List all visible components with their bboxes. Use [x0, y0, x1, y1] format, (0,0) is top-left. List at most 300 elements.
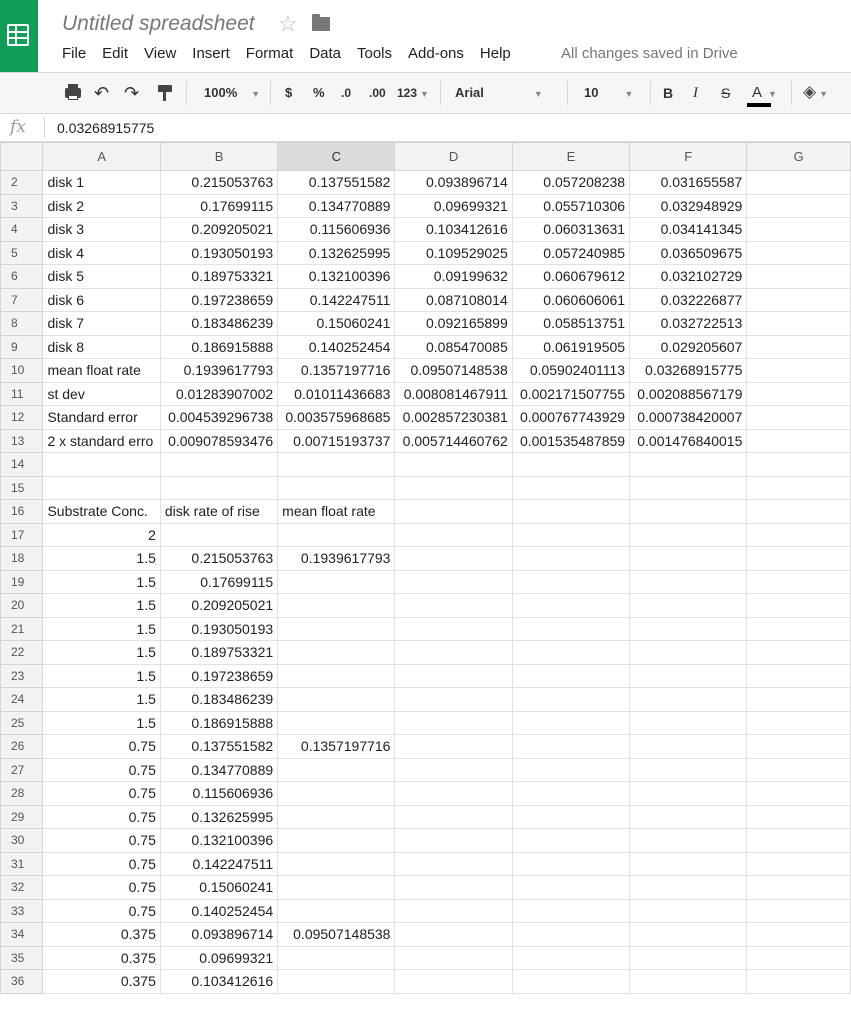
cell-g[interactable]	[747, 782, 851, 806]
cell-c[interactable]	[278, 476, 395, 500]
cell-b[interactable]: 0.142247511	[160, 852, 277, 876]
cell-e[interactable]	[512, 500, 629, 524]
row-header[interactable]: 20	[1, 594, 43, 618]
cell-g[interactable]	[747, 312, 851, 336]
menu-edit[interactable]: Edit	[102, 45, 129, 62]
zoom-select[interactable]: 100% ▼	[204, 85, 261, 100]
cell-g[interactable]	[747, 758, 851, 782]
cell-e[interactable]	[512, 805, 629, 829]
cell-d[interactable]: 0.09507148538	[395, 359, 512, 383]
cell-f[interactable]: 0.002088567179	[630, 382, 747, 406]
cell-g[interactable]	[747, 335, 851, 359]
cell-e[interactable]	[512, 876, 629, 900]
sheets-logo[interactable]	[0, 0, 38, 72]
cell-d[interactable]	[395, 476, 512, 500]
column-header-e[interactable]: E	[512, 143, 629, 171]
cell-c[interactable]	[278, 617, 395, 641]
menu-tools[interactable]: Tools	[357, 45, 393, 62]
cell-c[interactable]: 0.132100396	[278, 265, 395, 289]
cell-a[interactable]: disk 6	[43, 288, 160, 312]
cell-d[interactable]: 0.002857230381	[395, 406, 512, 430]
row-header[interactable]: 6	[1, 265, 43, 289]
cell-b[interactable]: 0.15060241	[160, 876, 277, 900]
cell-g[interactable]	[747, 171, 851, 195]
row-header[interactable]: 31	[1, 852, 43, 876]
cell-b[interactable]: 0.132625995	[160, 805, 277, 829]
cell-d[interactable]	[395, 688, 512, 712]
cell-b[interactable]: 0.189753321	[160, 265, 277, 289]
cell-f[interactable]	[630, 829, 747, 853]
cell-b[interactable]: 0.183486239	[160, 312, 277, 336]
row-header[interactable]: 7	[1, 288, 43, 312]
cell-d[interactable]	[395, 876, 512, 900]
cell-c[interactable]	[278, 899, 395, 923]
cell-d[interactable]	[395, 758, 512, 782]
cell-f[interactable]: 0.000738420007	[630, 406, 747, 430]
cell-g[interactable]	[747, 453, 851, 477]
cell-b[interactable]: 0.17699115	[160, 194, 277, 218]
cell-g[interactable]	[747, 805, 851, 829]
cell-d[interactable]: 0.109529025	[395, 241, 512, 265]
cell-a[interactable]: 1.5	[43, 547, 160, 571]
cell-e[interactable]: 0.000767743929	[512, 406, 629, 430]
menu-addons[interactable]: Add-ons	[408, 45, 464, 62]
cell-g[interactable]	[747, 429, 851, 453]
cell-g[interactable]	[747, 970, 851, 994]
cell-f[interactable]	[630, 617, 747, 641]
cell-d[interactable]	[395, 899, 512, 923]
cell-c[interactable]: mean float rate	[278, 500, 395, 524]
cell-c[interactable]: 0.1357197716	[278, 359, 395, 383]
percent-button[interactable]: %	[313, 85, 325, 100]
cell-a[interactable]: 2	[43, 523, 160, 547]
cell-e[interactable]	[512, 852, 629, 876]
cell-e[interactable]	[512, 641, 629, 665]
cell-a[interactable]: 2 x standard erro	[43, 429, 160, 453]
row-header[interactable]: 19	[1, 570, 43, 594]
cell-b[interactable]: 0.1939617793	[160, 359, 277, 383]
cell-e[interactable]	[512, 923, 629, 947]
star-icon[interactable]: ☆	[278, 11, 298, 36]
cell-e[interactable]	[512, 735, 629, 759]
cell-e[interactable]	[512, 688, 629, 712]
cell-b[interactable]: 0.17699115	[160, 570, 277, 594]
column-header-b[interactable]: B	[160, 143, 277, 171]
cell-d[interactable]	[395, 641, 512, 665]
row-header[interactable]: 27	[1, 758, 43, 782]
cell-f[interactable]: 0.03268915775	[630, 359, 747, 383]
cell-b[interactable]: 0.103412616	[160, 970, 277, 994]
decrease-decimal-button[interactable]: .0	[341, 86, 352, 100]
cell-a[interactable]: 0.375	[43, 923, 160, 947]
row-header[interactable]: 21	[1, 617, 43, 641]
row-header[interactable]: 11	[1, 382, 43, 406]
cell-g[interactable]	[747, 876, 851, 900]
row-header[interactable]: 30	[1, 829, 43, 853]
row-header[interactable]: 9	[1, 335, 43, 359]
cell-b[interactable]: 0.01283907002	[160, 382, 277, 406]
currency-button[interactable]: $	[285, 85, 293, 100]
cell-d[interactable]	[395, 829, 512, 853]
cell-d[interactable]	[395, 805, 512, 829]
cell-f[interactable]	[630, 852, 747, 876]
menu-file[interactable]: File	[62, 45, 87, 62]
row-header[interactable]: 13	[1, 429, 43, 453]
row-header[interactable]: 10	[1, 359, 43, 383]
cell-c[interactable]: 0.132625995	[278, 241, 395, 265]
row-header[interactable]: 3	[1, 194, 43, 218]
cell-a[interactable]: disk 1	[43, 171, 160, 195]
cell-f[interactable]: 0.031655587	[630, 171, 747, 195]
text-color-button[interactable]: A ▼	[752, 84, 777, 101]
row-header[interactable]: 26	[1, 735, 43, 759]
cell-e[interactable]	[512, 476, 629, 500]
cell-g[interactable]	[747, 829, 851, 853]
cell-g[interactable]	[747, 523, 851, 547]
row-header[interactable]: 32	[1, 876, 43, 900]
cell-d[interactable]	[395, 923, 512, 947]
cell-g[interactable]	[747, 194, 851, 218]
cell-c[interactable]	[278, 453, 395, 477]
cell-g[interactable]	[747, 382, 851, 406]
cell-c[interactable]	[278, 664, 395, 688]
cell-b[interactable]: 0.215053763	[160, 171, 277, 195]
row-header[interactable]: 24	[1, 688, 43, 712]
bold-button[interactable]: B	[663, 85, 674, 101]
cell-a[interactable]: 1.5	[43, 570, 160, 594]
cell-e[interactable]: 0.060679612	[512, 265, 629, 289]
cell-e[interactable]	[512, 711, 629, 735]
cell-a[interactable]: disk 5	[43, 265, 160, 289]
cell-a[interactable]: 0.75	[43, 829, 160, 853]
cell-d[interactable]	[395, 453, 512, 477]
cell-b[interactable]: 0.189753321	[160, 641, 277, 665]
cell-b[interactable]: 0.186915888	[160, 335, 277, 359]
cell-b[interactable]: 0.197238659	[160, 664, 277, 688]
cell-b[interactable]: 0.193050193	[160, 617, 277, 641]
cell-g[interactable]	[747, 547, 851, 571]
cell-d[interactable]: 0.005714460762	[395, 429, 512, 453]
cell-f[interactable]: 0.029205607	[630, 335, 747, 359]
row-header[interactable]: 33	[1, 899, 43, 923]
cell-d[interactable]	[395, 970, 512, 994]
cell-a[interactable]: 0.75	[43, 805, 160, 829]
font-select[interactable]: Arial ▼	[455, 85, 543, 100]
cell-d[interactable]: 0.085470085	[395, 335, 512, 359]
cell-e[interactable]	[512, 617, 629, 641]
column-header-d[interactable]: D	[395, 143, 512, 171]
row-header[interactable]: 18	[1, 547, 43, 571]
cell-g[interactable]	[747, 664, 851, 688]
cell-a[interactable]: 0.75	[43, 876, 160, 900]
cell-g[interactable]	[747, 476, 851, 500]
cell-a[interactable]: 0.75	[43, 899, 160, 923]
cell-g[interactable]	[747, 594, 851, 618]
column-header-f[interactable]: F	[630, 143, 747, 171]
cell-a[interactable]: 0.75	[43, 758, 160, 782]
cell-c[interactable]: 0.134770889	[278, 194, 395, 218]
cell-c[interactable]	[278, 570, 395, 594]
cell-a[interactable]: 1.5	[43, 594, 160, 618]
cell-c[interactable]: 0.115606936	[278, 218, 395, 242]
row-header[interactable]: 29	[1, 805, 43, 829]
row-header[interactable]: 2	[1, 171, 43, 195]
column-header-a[interactable]: A	[43, 143, 160, 171]
cell-e[interactable]: 0.057240985	[512, 241, 629, 265]
cell-b[interactable]: 0.009078593476	[160, 429, 277, 453]
cell-f[interactable]	[630, 500, 747, 524]
cell-b[interactable]: 0.09699321	[160, 946, 277, 970]
cell-g[interactable]	[747, 852, 851, 876]
row-header[interactable]: 34	[1, 923, 43, 947]
cell-a[interactable]: 1.5	[43, 688, 160, 712]
row-header[interactable]: 16	[1, 500, 43, 524]
cell-d[interactable]	[395, 617, 512, 641]
cell-f[interactable]: 0.032226877	[630, 288, 747, 312]
row-header[interactable]: 5	[1, 241, 43, 265]
cell-g[interactable]	[747, 218, 851, 242]
cell-c[interactable]	[278, 946, 395, 970]
cell-f[interactable]: 0.032948929	[630, 194, 747, 218]
cell-c[interactable]: 0.09507148538	[278, 923, 395, 947]
cell-c[interactable]	[278, 523, 395, 547]
cell-f[interactable]	[630, 523, 747, 547]
cell-g[interactable]	[747, 406, 851, 430]
column-header-c[interactable]: C	[278, 143, 395, 171]
cell-e[interactable]	[512, 829, 629, 853]
cell-c[interactable]	[278, 782, 395, 806]
cell-g[interactable]	[747, 500, 851, 524]
cell-a[interactable]: 1.5	[43, 711, 160, 735]
cell-g[interactable]	[747, 641, 851, 665]
cell-e[interactable]: 0.057208238	[512, 171, 629, 195]
cell-f[interactable]	[630, 899, 747, 923]
cell-c[interactable]: 0.1939617793	[278, 547, 395, 571]
column-header-g[interactable]: G	[747, 143, 851, 171]
cell-f[interactable]: 0.036509675	[630, 241, 747, 265]
cell-f[interactable]	[630, 805, 747, 829]
strikethrough-button[interactable]: S	[721, 85, 731, 101]
row-header[interactable]: 23	[1, 664, 43, 688]
cell-g[interactable]	[747, 946, 851, 970]
cell-f[interactable]	[630, 664, 747, 688]
row-header[interactable]: 14	[1, 453, 43, 477]
cell-c[interactable]	[278, 970, 395, 994]
cell-a[interactable]: 1.5	[43, 617, 160, 641]
cell-b[interactable]: 0.134770889	[160, 758, 277, 782]
cell-e[interactable]: 0.05902401113	[512, 359, 629, 383]
cell-e[interactable]: 0.058513751	[512, 312, 629, 336]
cell-b[interactable]: 0.209205021	[160, 218, 277, 242]
cell-c[interactable]	[278, 852, 395, 876]
select-all-corner[interactable]	[1, 143, 43, 171]
cell-g[interactable]	[747, 711, 851, 735]
cell-f[interactable]: 0.034141345	[630, 218, 747, 242]
cell-a[interactable]: 1.5	[43, 664, 160, 688]
increase-decimal-button[interactable]: .00	[369, 86, 386, 100]
cell-c[interactable]: 0.1357197716	[278, 735, 395, 759]
cell-e[interactable]: 0.001535487859	[512, 429, 629, 453]
cell-d[interactable]	[395, 735, 512, 759]
cell-b[interactable]: 0.137551582	[160, 735, 277, 759]
cell-f[interactable]	[630, 735, 747, 759]
cell-g[interactable]	[747, 899, 851, 923]
cell-c[interactable]: 0.01011436683	[278, 382, 395, 406]
cell-e[interactable]	[512, 523, 629, 547]
cell-b[interactable]	[160, 523, 277, 547]
cell-a[interactable]: 0.75	[43, 735, 160, 759]
more-formats-button[interactable]: 123 ▼	[397, 86, 429, 100]
cell-d[interactable]: 0.087108014	[395, 288, 512, 312]
cell-b[interactable]: 0.093896714	[160, 923, 277, 947]
cell-g[interactable]	[747, 923, 851, 947]
menu-insert[interactable]: Insert	[192, 45, 230, 62]
menu-help[interactable]: Help	[479, 45, 511, 62]
cell-f[interactable]	[630, 946, 747, 970]
cell-e[interactable]	[512, 899, 629, 923]
cell-a[interactable]: disk 8	[43, 335, 160, 359]
cell-a[interactable]: disk 3	[43, 218, 160, 242]
document-title[interactable]: Untitled spreadsheet	[62, 12, 255, 35]
cell-b[interactable]: 0.209205021	[160, 594, 277, 618]
cell-d[interactable]	[395, 852, 512, 876]
row-header[interactable]: 12	[1, 406, 43, 430]
cell-d[interactable]: 0.092165899	[395, 312, 512, 336]
cell-b[interactable]: 0.183486239	[160, 688, 277, 712]
row-header[interactable]: 25	[1, 711, 43, 735]
cell-g[interactable]	[747, 617, 851, 641]
cell-d[interactable]: 0.008081467911	[395, 382, 512, 406]
row-header[interactable]: 28	[1, 782, 43, 806]
cell-b[interactable]: 0.215053763	[160, 547, 277, 571]
cell-d[interactable]	[395, 664, 512, 688]
cell-d[interactable]	[395, 594, 512, 618]
cell-e[interactable]	[512, 594, 629, 618]
cell-a[interactable]: Standard error	[43, 406, 160, 430]
cell-d[interactable]: 0.09699321	[395, 194, 512, 218]
row-header[interactable]: 15	[1, 476, 43, 500]
cell-f[interactable]: 0.001476840015	[630, 429, 747, 453]
cell-g[interactable]	[747, 570, 851, 594]
folder-icon[interactable]	[312, 17, 330, 31]
cell-f[interactable]	[630, 688, 747, 712]
cell-a[interactable]: disk 7	[43, 312, 160, 336]
redo-icon[interactable]: ↷	[124, 83, 140, 103]
cell-g[interactable]	[747, 688, 851, 712]
cell-a[interactable]: 0.75	[43, 782, 160, 806]
cell-g[interactable]	[747, 735, 851, 759]
cell-c[interactable]	[278, 711, 395, 735]
cell-e[interactable]	[512, 946, 629, 970]
cell-e[interactable]	[512, 547, 629, 571]
cell-d[interactable]: 0.09199632	[395, 265, 512, 289]
cell-a[interactable]: Substrate Conc.	[43, 500, 160, 524]
cell-e[interactable]	[512, 758, 629, 782]
cell-c[interactable]: 0.003575968685	[278, 406, 395, 430]
cell-f[interactable]	[630, 782, 747, 806]
undo-icon[interactable]: ↶	[94, 83, 110, 103]
cell-c[interactable]: 0.137551582	[278, 171, 395, 195]
cell-f[interactable]	[630, 570, 747, 594]
cell-d[interactable]	[395, 711, 512, 735]
cell-e[interactable]	[512, 570, 629, 594]
cell-f[interactable]	[630, 970, 747, 994]
cell-e[interactable]	[512, 453, 629, 477]
cell-g[interactable]	[747, 241, 851, 265]
cell-d[interactable]	[395, 547, 512, 571]
cell-c[interactable]	[278, 641, 395, 665]
cell-b[interactable]: 0.132100396	[160, 829, 277, 853]
cell-e[interactable]	[512, 970, 629, 994]
cell-b[interactable]	[160, 476, 277, 500]
menu-format[interactable]: Format	[245, 45, 294, 62]
cell-c[interactable]: 0.00715193737	[278, 429, 395, 453]
row-header[interactable]: 22	[1, 641, 43, 665]
cell-a[interactable]: 0.375	[43, 946, 160, 970]
print-icon[interactable]	[65, 88, 81, 98]
cell-f[interactable]	[630, 594, 747, 618]
menu-view[interactable]: View	[144, 45, 177, 62]
cell-a[interactable]	[43, 476, 160, 500]
cell-f[interactable]	[630, 923, 747, 947]
cell-a[interactable]: disk 4	[43, 241, 160, 265]
cell-g[interactable]	[747, 265, 851, 289]
row-header[interactable]: 8	[1, 312, 43, 336]
cell-a[interactable]: mean float rate	[43, 359, 160, 383]
cell-e[interactable]: 0.055710306	[512, 194, 629, 218]
save-status[interactable]: All changes saved in Drive	[561, 45, 738, 62]
cell-a[interactable]: disk 2	[43, 194, 160, 218]
cell-b[interactable]: 0.004539296738	[160, 406, 277, 430]
paint-format-icon[interactable]	[158, 85, 172, 92]
cell-e[interactable]: 0.060313631	[512, 218, 629, 242]
cell-f[interactable]	[630, 641, 747, 665]
cell-b[interactable]: 0.115606936	[160, 782, 277, 806]
cell-c[interactable]	[278, 594, 395, 618]
cell-c[interactable]	[278, 876, 395, 900]
cell-d[interactable]	[395, 570, 512, 594]
cell-d[interactable]: 0.093896714	[395, 171, 512, 195]
row-header[interactable]: 17	[1, 523, 43, 547]
cell-f[interactable]	[630, 876, 747, 900]
formula-input[interactable]: 0.03268915775	[57, 120, 155, 136]
cell-e[interactable]: 0.060606061	[512, 288, 629, 312]
cell-g[interactable]	[747, 288, 851, 312]
menu-data[interactable]: Data	[309, 45, 341, 62]
font-size-select[interactable]: 10 ▼	[584, 85, 634, 100]
cell-a[interactable]: 0.375	[43, 970, 160, 994]
cell-a[interactable]: 0.75	[43, 852, 160, 876]
cell-d[interactable]: 0.103412616	[395, 218, 512, 242]
cell-e[interactable]: 0.002171507755	[512, 382, 629, 406]
cell-b[interactable]: 0.193050193	[160, 241, 277, 265]
cell-a[interactable]: 1.5	[43, 641, 160, 665]
cell-f[interactable]: 0.032722513	[630, 312, 747, 336]
cell-f[interactable]	[630, 758, 747, 782]
row-header[interactable]: 35	[1, 946, 43, 970]
cell-b[interactable]: disk rate of rise	[160, 500, 277, 524]
cell-d[interactable]	[395, 946, 512, 970]
italic-button[interactable]: I	[693, 85, 698, 101]
cell-b[interactable]	[160, 453, 277, 477]
cell-a[interactable]: st dev	[43, 382, 160, 406]
cell-c[interactable]	[278, 829, 395, 853]
fill-color-icon[interactable]: ◈ ▼	[803, 82, 828, 101]
cell-a[interactable]	[43, 453, 160, 477]
cell-d[interactable]	[395, 782, 512, 806]
cell-f[interactable]: 0.032102729	[630, 265, 747, 289]
cell-f[interactable]	[630, 711, 747, 735]
